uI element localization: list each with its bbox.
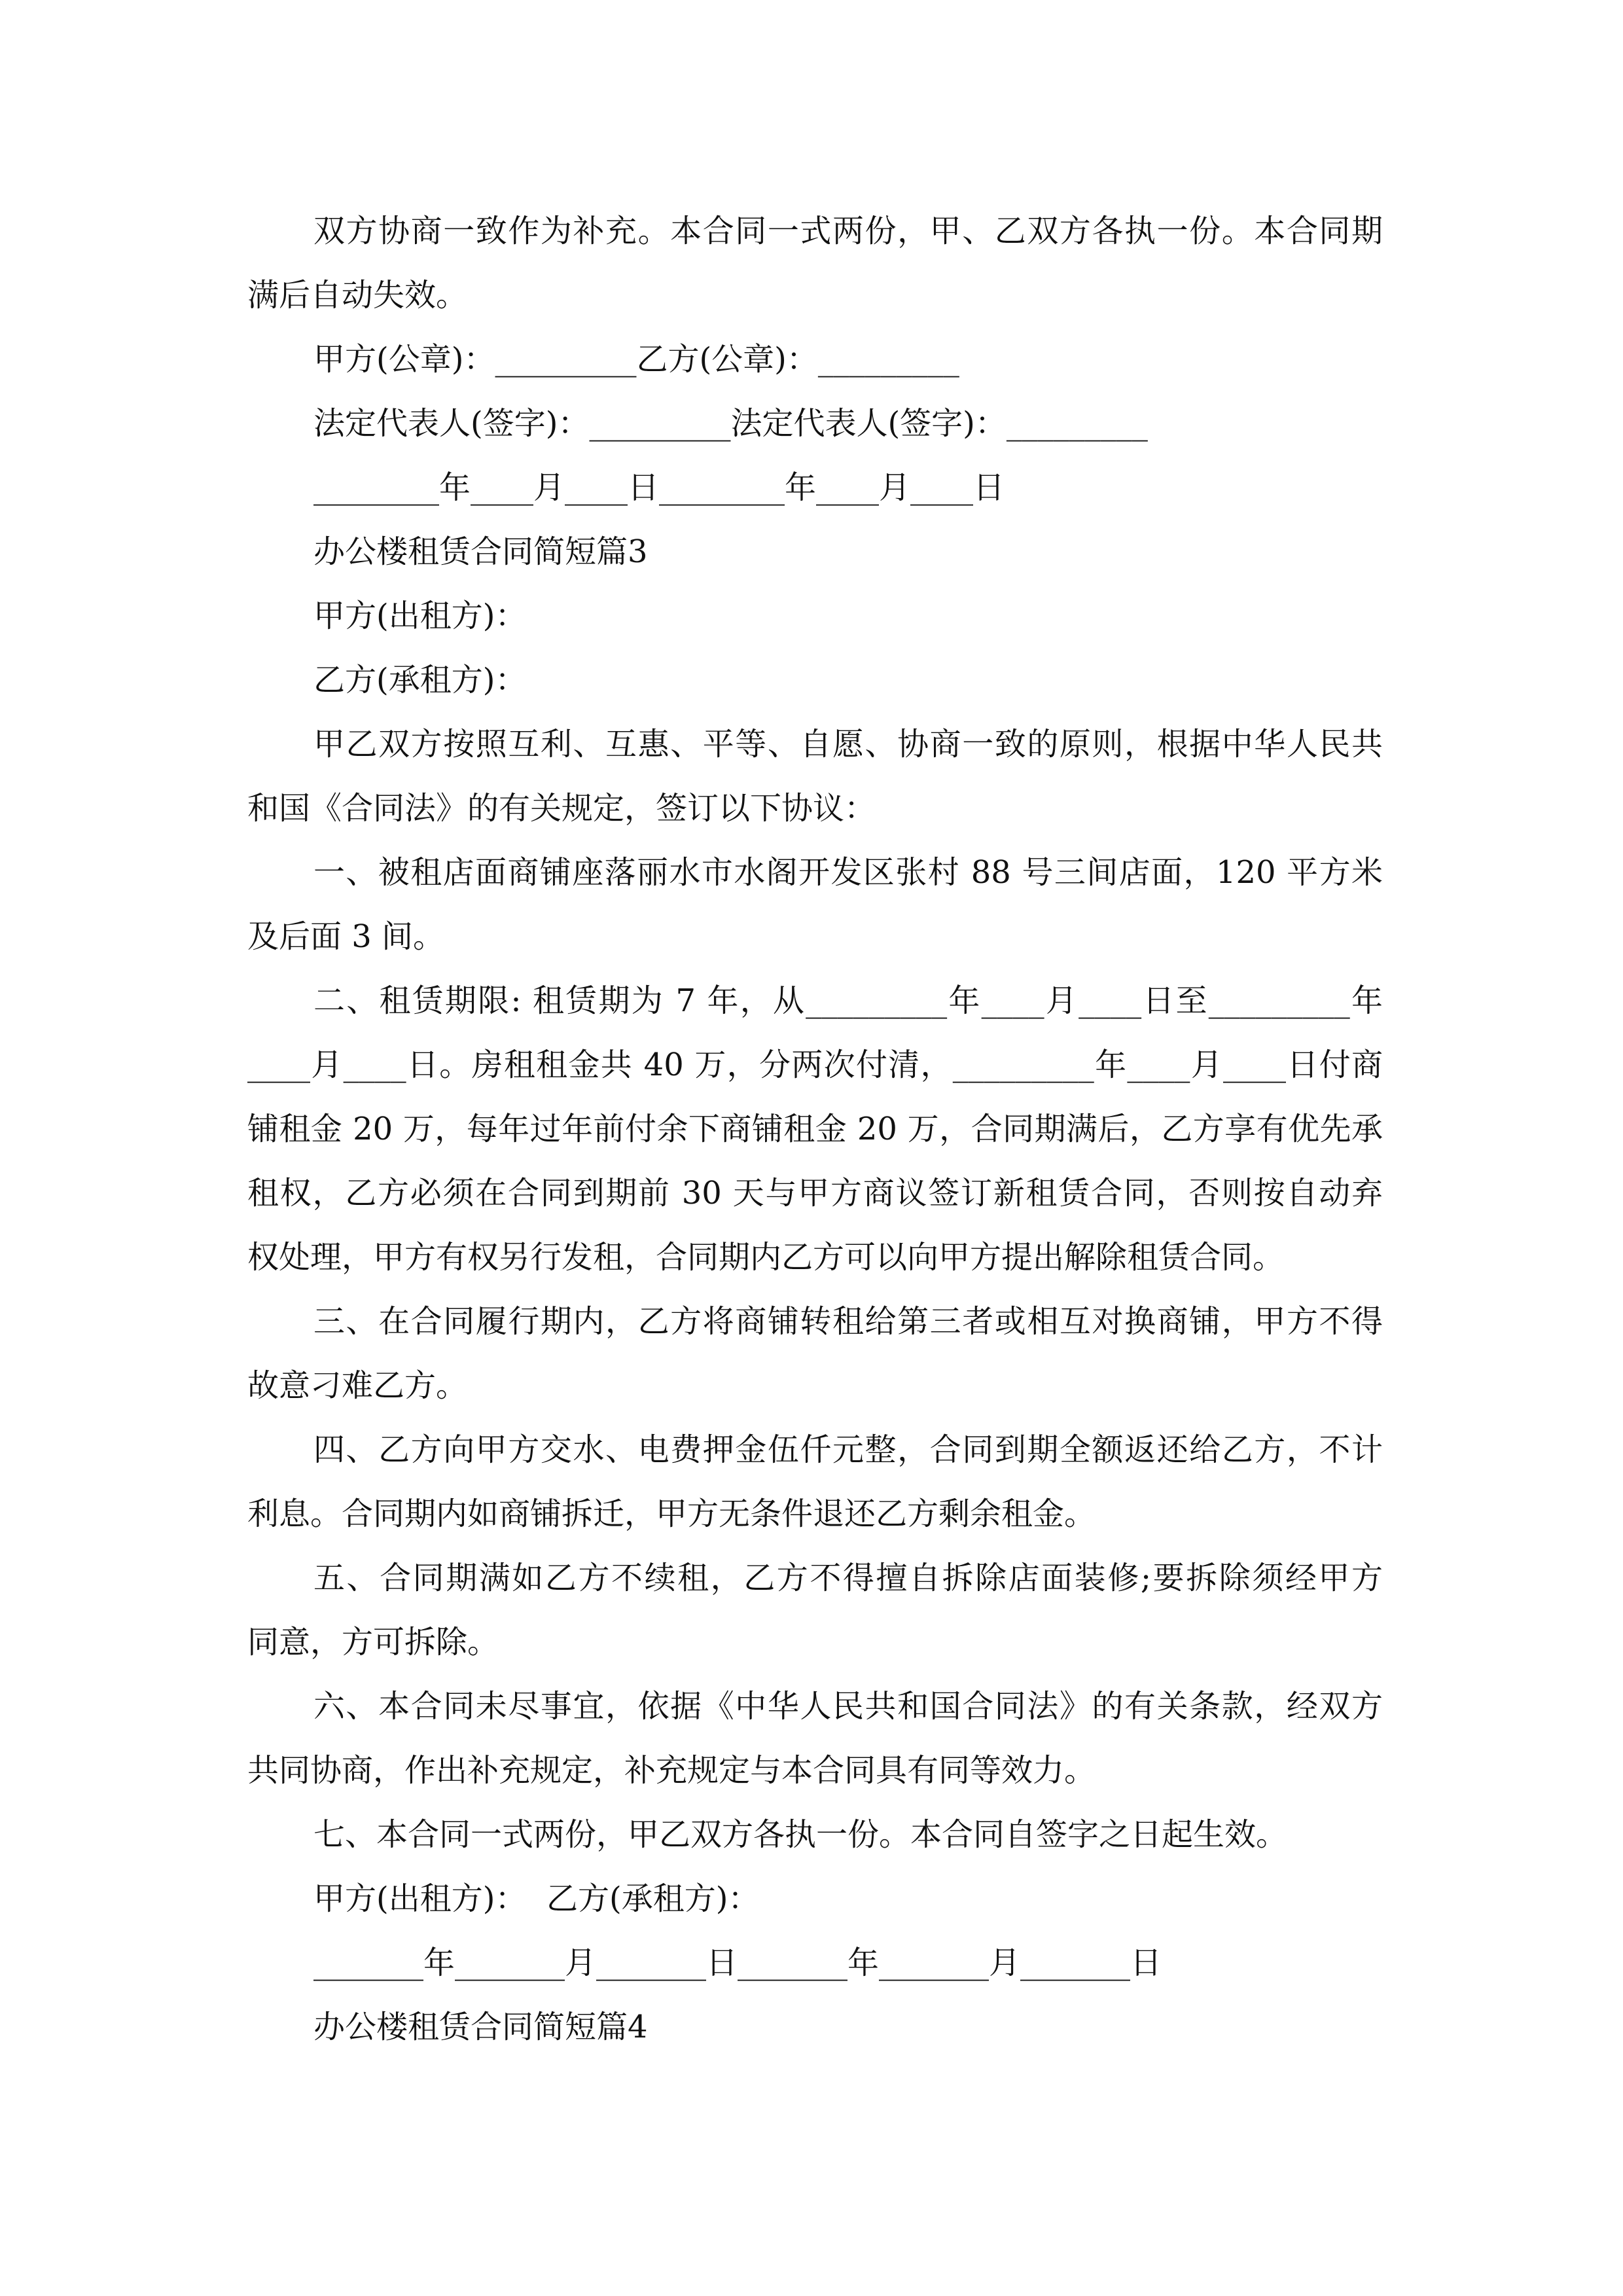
document-line: 二、租赁期限: 租赁期为 7 年，从_________年____月____日至_________年: [313, 982, 1383, 1019]
document-line: 乙方(承租方)：: [313, 662, 527, 698]
document-line: 一、被租店面商铺座落丽水市水阁开发区张村 88 号三间店面，120 平方米: [313, 854, 1383, 891]
document-line: 甲方(公章)：_________乙方(公章)：_________: [313, 341, 959, 378]
document-page: [247, 199, 1383, 2059]
document-line: 利息。合同期内如商铺拆迁，甲方无条件退还乙方剩余租金。: [247, 1496, 1096, 1532]
document-line: _______年_______月_______日_______年_______月_______日: [313, 1945, 1162, 1981]
document-line: 四、乙方向甲方交水、电费押金伍仟元整，合同到期全额返还给乙方，不计: [313, 1431, 1383, 1468]
document-line: 甲乙双方按照互利、互惠、平等、自愿、协商一致的原则，根据中华人民共: [313, 726, 1383, 762]
document-line: 及后面 3 间。: [247, 918, 445, 955]
document-line: 满后自动失效。: [247, 277, 468, 314]
document-line: ____月____日。房租租金共 40 万，分两次付清，_________年____月____日付商: [247, 1047, 1383, 1083]
document-line: 法定代表人(签字)：_________法定代表人(签字)：_________: [313, 405, 1148, 442]
document-line: 办公楼租赁合同简短篇3: [313, 533, 648, 570]
document-line: 双方协商一致作为补充。本合同一式两份，甲、乙双方各执一份。本合同期: [313, 213, 1383, 249]
document-line: 三、在合同履行期内，乙方将商铺转租给第三者或相互对换商铺，甲方不得: [313, 1303, 1383, 1340]
document-line: ________年____月____日________年____月____日: [313, 469, 1005, 506]
document-line: 共同协商，作出补充规定，补充规定与本合同具有同等效力。: [247, 1752, 1096, 1789]
document-line: 六、本合同未尽事宜，依据《中华人民共和国合同法》的有关条款，经双方: [313, 1688, 1383, 1725]
document-line: 故意刁难乙方。: [247, 1367, 468, 1404]
document-line: 和国《合同法》的有关规定，签订以下协议：: [247, 790, 876, 827]
document-line: 甲方(出租方)：: [313, 598, 527, 634]
document-line: 权处理，甲方有权另行发租，合同期内乙方可以向甲方提出解除租赁合同。: [247, 1239, 1285, 1276]
document-line: 铺租金 20 万，每年过年前付余下商铺租金 20 万，合同期满后，乙方享有优先承: [247, 1111, 1383, 1147]
document-line: 同意，方可拆除。: [247, 1624, 499, 1660]
document-line: 五、合同期满如乙方不续租，乙方不得擅自拆除店面装修;要拆除须经甲方: [313, 1560, 1383, 1596]
document-line: 租权，乙方必须在合同到期前 30 天与甲方商议签订新租赁合同，否则按自动弃: [247, 1175, 1383, 1211]
document-line: 办公楼租赁合同简短篇4: [313, 2009, 648, 2045]
document-line: 七、本合同一式两份，甲乙双方各执一份。本合同自签字之日起生效。: [313, 1816, 1288, 1853]
document-line: 甲方(出租方)： 乙方(承租方)：: [313, 1880, 760, 1917]
